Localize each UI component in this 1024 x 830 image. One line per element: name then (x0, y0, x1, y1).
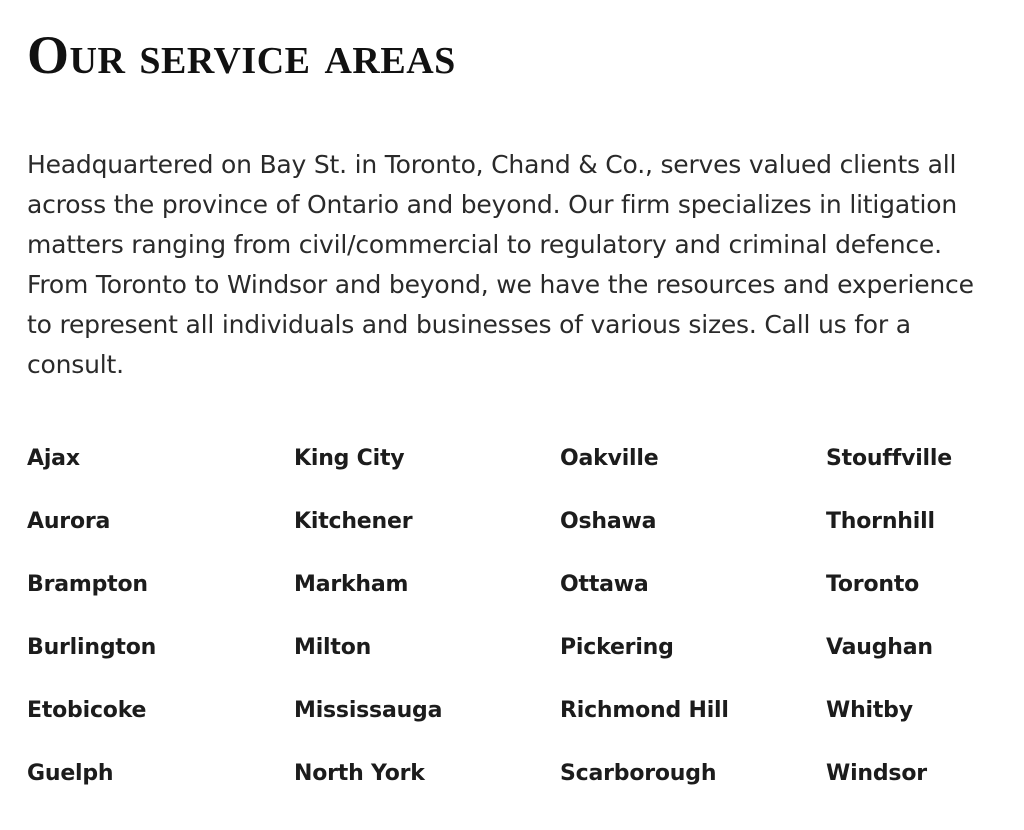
area-etobicoke: Etobicoke (27, 698, 147, 723)
area-guelph: Guelph (27, 761, 114, 786)
section-title: Our service areas (27, 25, 456, 85)
area-scarborough: Scarborough (560, 761, 717, 786)
area-windsor: Windsor (826, 761, 927, 786)
area-markham: Markham (294, 572, 409, 597)
area-oakville: Oakville (560, 446, 659, 471)
area-brampton: Brampton (27, 572, 148, 597)
area-thornhill: Thornhill (826, 509, 935, 534)
service-areas-grid (27, 440, 1002, 818)
area-north-york: North York (294, 761, 425, 786)
area-whitby: Whitby (826, 698, 913, 723)
area-toronto: Toronto (826, 572, 920, 597)
area-oshawa: Oshawa (560, 509, 657, 534)
area-ottawa: Ottawa (560, 572, 649, 597)
area-ajax: Ajax (27, 446, 80, 471)
area-pickering: Pickering (560, 635, 674, 660)
area-aurora: Aurora (27, 509, 111, 534)
area-stouffville: Stouffville (826, 446, 952, 471)
area-richmond-hill: Richmond Hill (560, 698, 729, 723)
area-king-city: King City (294, 446, 405, 471)
area-kitchener: Kitchener (294, 509, 413, 534)
area-vaughan: Vaughan (826, 635, 933, 660)
area-milton: Milton (294, 635, 372, 660)
area-mississauga: Mississauga (294, 698, 443, 723)
intro-paragraph: Headquartered on Bay St. in Toronto, Chand & Co., serves valued clients all across the province of Ontario and beyond. Our firm specializes in litigation matters ranging from civil/commercial to regulatory and criminal defence. From Toronto to Windsor and beyond, we have the resources and experience to represent all individuals and businesses of various sizes. Call us for a consult. (27, 150, 974, 379)
area-burlington: Burlington (27, 635, 157, 660)
